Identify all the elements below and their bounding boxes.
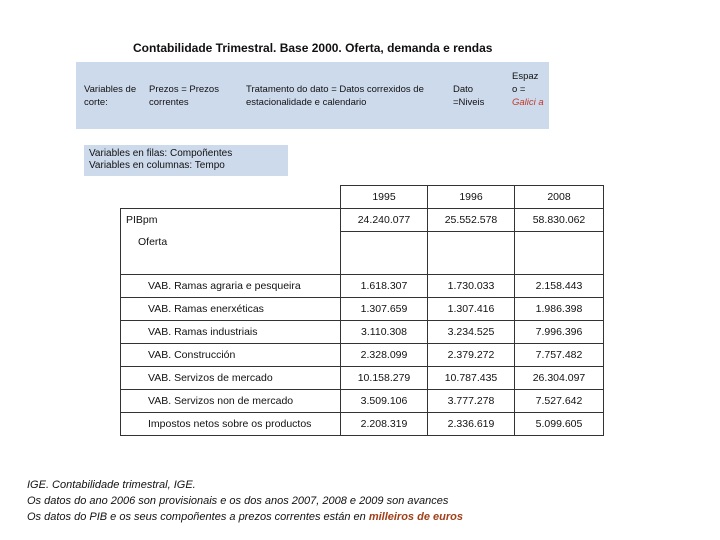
table-cell: 3.777.278 (428, 389, 515, 412)
table-cell: 1.986.398 (515, 297, 604, 320)
table-row (121, 366, 604, 389)
row-column-info (84, 145, 288, 176)
table-cell: 1.618.307 (341, 274, 428, 297)
columns-variable-text: Variables en columnas: Tempo (89, 160, 225, 171)
treatment-filter[interactable]: Tratamento do dato = Datos correxidos de estacionalidade e calendario (246, 84, 424, 108)
table-cell: 2.158.443 (515, 274, 604, 297)
rows-variable-text: Variables en filas: Compoñentes (89, 148, 233, 159)
table-cell: 3.509.106 (341, 389, 428, 412)
pib-label: PIBpm (121, 209, 341, 232)
table-cell: 10.787.435 (428, 366, 515, 389)
table-cell: 10.158.279 (341, 366, 428, 389)
row-label: VAB. Construcción (121, 343, 341, 366)
table-cell: 24.240.077 (341, 209, 428, 232)
footer-provisional-note: Os datos do ano 2006 son provisionais e os dos anos 2007, 2008 e 2009 son avances (27, 495, 449, 507)
table-cell: 5.099.605 (515, 412, 604, 435)
table-cell: 1.307.416 (428, 297, 515, 320)
data-table (120, 185, 604, 436)
table-cell: 3.110.308 (341, 320, 428, 343)
table-row (121, 343, 604, 366)
table-row (121, 274, 604, 297)
filter-panel (76, 62, 549, 129)
space-filter-label: Espaz o = (512, 71, 539, 95)
footer-source: IGE. Contabilidade trimestral, IGE. (27, 479, 196, 491)
table-row (121, 320, 604, 343)
page-title: Contabilidade Trimestral. Base 2000. Oferta, demanda e rendas (133, 41, 493, 55)
section-row (121, 232, 604, 275)
footer-units-text: Os datos do PIB e os seus compoñentes a prezos correntes están en (27, 511, 369, 523)
table-cell: 1.307.659 (341, 297, 428, 320)
row-label: VAB. Ramas enerxéticas (121, 297, 341, 320)
table-cell: 2.336.619 (428, 412, 515, 435)
table-row (121, 412, 604, 435)
table-cell: 25.552.578 (428, 209, 515, 232)
pib-row (121, 209, 604, 232)
footer-units-highlight: milleiros de euros (368, 511, 463, 523)
year-header: 1996 (428, 186, 515, 209)
table-cell: 58.830.062 (515, 209, 604, 232)
table-cell: 7.996.396 (515, 320, 604, 343)
footer-units-note (27, 509, 463, 525)
row-label: Impostos netos sobre os productos (121, 412, 341, 435)
space-filter-value[interactable]: Galici a (512, 97, 544, 108)
section-label: Oferta (121, 232, 341, 275)
table-cell: 2.208.319 (341, 412, 428, 435)
row-label: VAB. Servizos de mercado (121, 366, 341, 389)
cut-variables-label: Variables de corte: (84, 84, 137, 108)
data-filter[interactable]: Dato =Niveis (453, 84, 485, 108)
table-row (121, 389, 604, 412)
year-header: 2008 (515, 186, 604, 209)
row-label: VAB. Ramas agraria e pesqueira (121, 274, 341, 297)
table-row (121, 297, 604, 320)
row-label: VAB. Servizos non de mercado (121, 389, 341, 412)
table-cell: 7.757.482 (515, 343, 604, 366)
prices-filter[interactable]: Prezos = Prezos correntes (149, 84, 219, 108)
table-cell: 7.527.642 (515, 389, 604, 412)
table-cell: 3.234.525 (428, 320, 515, 343)
year-header-row (121, 186, 604, 209)
year-header: 1995 (341, 186, 428, 209)
table-cell: 2.328.099 (341, 343, 428, 366)
footer-notes (27, 477, 463, 525)
table-cell: 26.304.097 (515, 366, 604, 389)
table-cell: 1.730.033 (428, 274, 515, 297)
table-cell: 2.379.272 (428, 343, 515, 366)
row-label: VAB. Ramas industriais (121, 320, 341, 343)
